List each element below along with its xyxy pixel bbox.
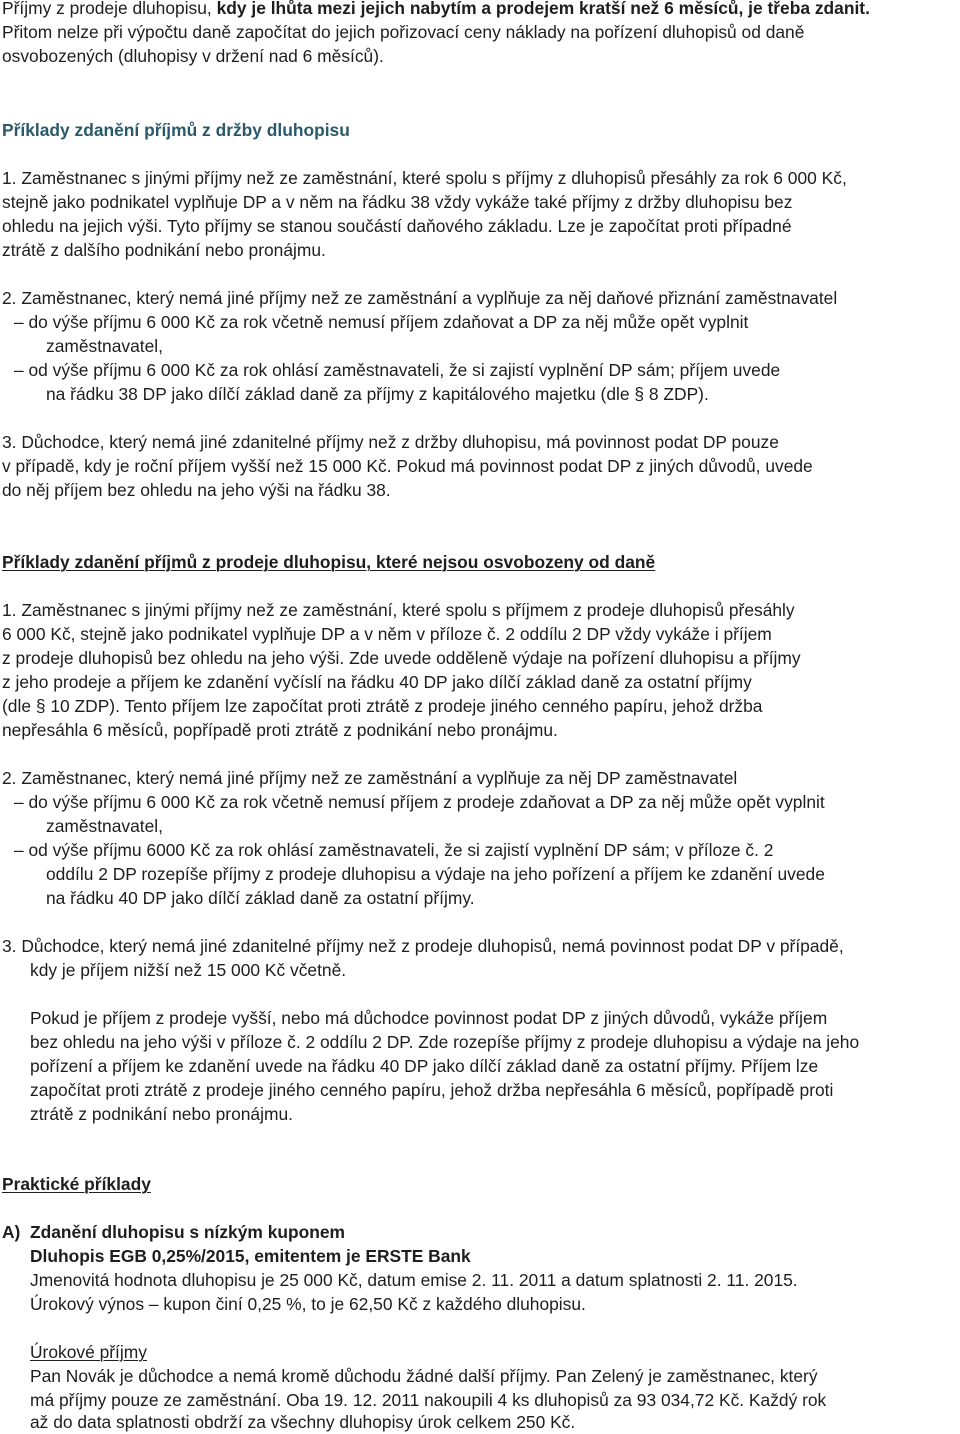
interest-income-heading: Úrokové příjmy xyxy=(30,1342,147,1362)
s2-p1-line: nepřesáhla 6 měsíců, popřípadě proti ztrátě z podnikání nebo pronájmu. xyxy=(2,720,558,740)
s1-p3-line: do něj příjem bez ohledu na jeho výši na řádku 38. xyxy=(2,480,391,500)
example-a-line: Jmenovitá hodnota dluhopisu je 25 000 Kč, datum emise 2. 11. 2011 a datum splatnosti 2. 11. 2015. xyxy=(30,1270,798,1290)
s2-p4-line: pořízení a příjem ke zdanění uvede na řádku 40 DP jako dílčí základ daně za ostatní příjmy. Příjem lze xyxy=(30,1056,819,1076)
section-heading-sale: Příklady zdanění příjmů z prodeje dluhopisu, které nejsou osvobozeny od daně xyxy=(2,552,656,572)
s2-p1-line: 1. Zaměstnanec s jinými příjmy než ze zaměstnání, které spolu s příjmem z prodeje dluhopisů přesáhly xyxy=(2,600,795,620)
s2-p4-line: ztrátě z podnikání nebo pronájmu. xyxy=(30,1104,293,1124)
s1-p2-line: – od výše příjmu 6 000 Kč za rok ohlásí zaměstnavateli, že si zajistí vyplnění DP sám; příjem uvede xyxy=(14,360,781,380)
interest-line: Pan Novák je důchodce a nemá kromě důchodu žádné další příjmy. Pan Zelený je zaměstnanec, který xyxy=(30,1366,818,1386)
s1-p1-line: ohledu na jejich výši. Tyto příjmy se stanou součástí daňového základu. Lze je započítat proti případné xyxy=(2,216,792,236)
intro-emphasis: kdy je lhůta mezi jejich nabytím a prodejem kratší než 6 měsíců, je třeba zdanit. xyxy=(216,0,870,18)
example-a-subtitle: Dluhopis EGB 0,25%/2015, emitentem je ERSTE Bank xyxy=(30,1246,471,1266)
s1-p2-line: – do výše příjmu 6 000 Kč za rok včetně nemusí příjem zdaňovat a DP za něj může opět vyplnit xyxy=(14,312,749,332)
s1-p1-line: ztrátě z dalšího podnikání nebo pronájmu. xyxy=(2,240,326,260)
section-heading-holding: Příklady zdanění příjmů z držby dluhopisu xyxy=(2,120,350,140)
intro-line-2: Přitom nelze při výpočtu daně započítat do jejich pořizovací ceny náklady na pořízení dluhopisů od daně xyxy=(2,22,805,42)
interest-line: má příjmy pouze ze zaměstnání. Oba 19. 12. 2011 nakoupili 4 ks dluhopisů za 93 034,72 Kč. Každý rok xyxy=(30,1390,827,1410)
s2-p2-line: na řádku 40 DP jako dílčí základ daně za ostatní příjmy. xyxy=(46,888,475,908)
s2-p4-line: započítat proti ztrátě z prodeje jiného cenného papíru, jehož držba nepřesáhla 6 měsíců, popřípadě proti xyxy=(30,1080,834,1100)
section-heading-practical: Praktické příklady xyxy=(2,1174,151,1194)
s2-p2-line: oddílu 2 DP rozepíše příjmy z prodeje dluhopisu a výdaje na jeho pořízení a příjem ke zdanění uvede xyxy=(46,864,825,884)
example-a-line: Úrokový výnos – kupon činí 0,25 %, to je 62,50 Kč z každého dluhopisu. xyxy=(30,1294,586,1314)
s2-p1-line: (dle § 10 ZDP). Tento příjem lze započítat proti ztrátě z prodeje jiného cenného papíru, jehož držba xyxy=(2,696,763,716)
example-a-title: Zdanění dluhopisu s nízkým kuponem xyxy=(30,1222,345,1242)
s2-p3-line: 3. Důchodce, který nemá jiné zdanitelné příjmy než z prodeje dluhopisů, nemá povinnost podat DP v případě, xyxy=(2,936,844,956)
s2-p2-line: – do výše příjmu 6 000 Kč za rok včetně nemusí příjem z prodeje zdaňovat a DP za něj může opět vyplnit xyxy=(14,792,825,812)
s1-p1-line: 1. Zaměstnanec s jinými příjmy než ze zaměstnání, které spolu s příjmy z dluhopisů přesáhly za rok 6 000 Kč, xyxy=(2,168,847,188)
s2-p1-line: z prodeje dluhopisů bez ohledu na jeho výši. Zde uvede odděleně výdaje na pořízení dluhopisu a příjmy xyxy=(2,648,801,668)
intro-line-3: osvobozených (dluhopisy v držení nad 6 měsíců). xyxy=(2,46,384,66)
s2-p1-line: 6 000 Kč, stejně jako podnikatel vyplňuje DP a v něm v příloze č. 2 oddílu 2 DP vždy vykáže i příjem xyxy=(2,624,772,644)
example-a-label: A) xyxy=(2,1222,21,1242)
s2-p3-line: kdy je příjem nižší než 15 000 Kč včetně. xyxy=(30,960,347,980)
s2-p2-line: 2. Zaměstnanec, který nemá jiné příjmy než ze zaměstnání a vyplňuje za něj DP zaměstnavatel xyxy=(2,768,738,788)
s2-p2-line: zaměstnavatel, xyxy=(46,816,163,836)
interest-line: až do data splatnosti obdrží za všechny dluhopisy úrok celkem 250 Kč. xyxy=(30,1412,576,1432)
s1-p3-line: 3. Důchodce, který nemá jiné zdanitelné příjmy než z držby dluhopisu, má povinnost podat DP pouze xyxy=(2,432,779,452)
s1-p2-line: 2. Zaměstnanec, který nemá jiné příjmy než ze zaměstnání a vyplňuje za něj daňové přiznání zaměstnavatel xyxy=(2,288,838,308)
s1-p2-line: na řádku 38 DP jako dílčí základ daně za příjmy z kapitálového majetku (dle § 8 ZDP). xyxy=(46,384,709,404)
s2-p1-line: z jeho prodeje a příjem ke zdanění vyčíslí na řádku 40 DP jako dílčí základ daně za ostatní příjmy xyxy=(2,672,752,692)
intro-line-1 xyxy=(2,0,870,20)
s1-p1-line: stejně jako podnikatel vyplňuje DP a v něm na řádku 38 vždy vykáže také příjmy z držby dluhopisu bez xyxy=(2,192,793,212)
s1-p3-line: v případě, kdy je roční příjem vyšší než 15 000 Kč. Pokud má povinnost podat DP z jiných důvodů, uvede xyxy=(2,456,813,476)
intro-text: Příjmy z prodeje dluhopisu, xyxy=(2,0,217,18)
s2-p2-line: – od výše příjmu 6000 Kč za rok ohlásí zaměstnavateli, že si zajistí vyplnění DP sám; v příloze č. 2 xyxy=(14,840,774,860)
s1-p2-line: zaměstnavatel, xyxy=(46,336,163,356)
s2-p4-line: Pokud je příjem z prodeje vyšší, nebo má důchodce povinnost podat DP z jiných důvodů, vykáže příjem xyxy=(30,1008,828,1028)
s2-p4-line: bez ohledu na jeho výši v příloze č. 2 oddílu 2 DP. Zde rozepíše příjmy z prodeje dluhopisu a výdaje na jeho xyxy=(30,1032,860,1052)
